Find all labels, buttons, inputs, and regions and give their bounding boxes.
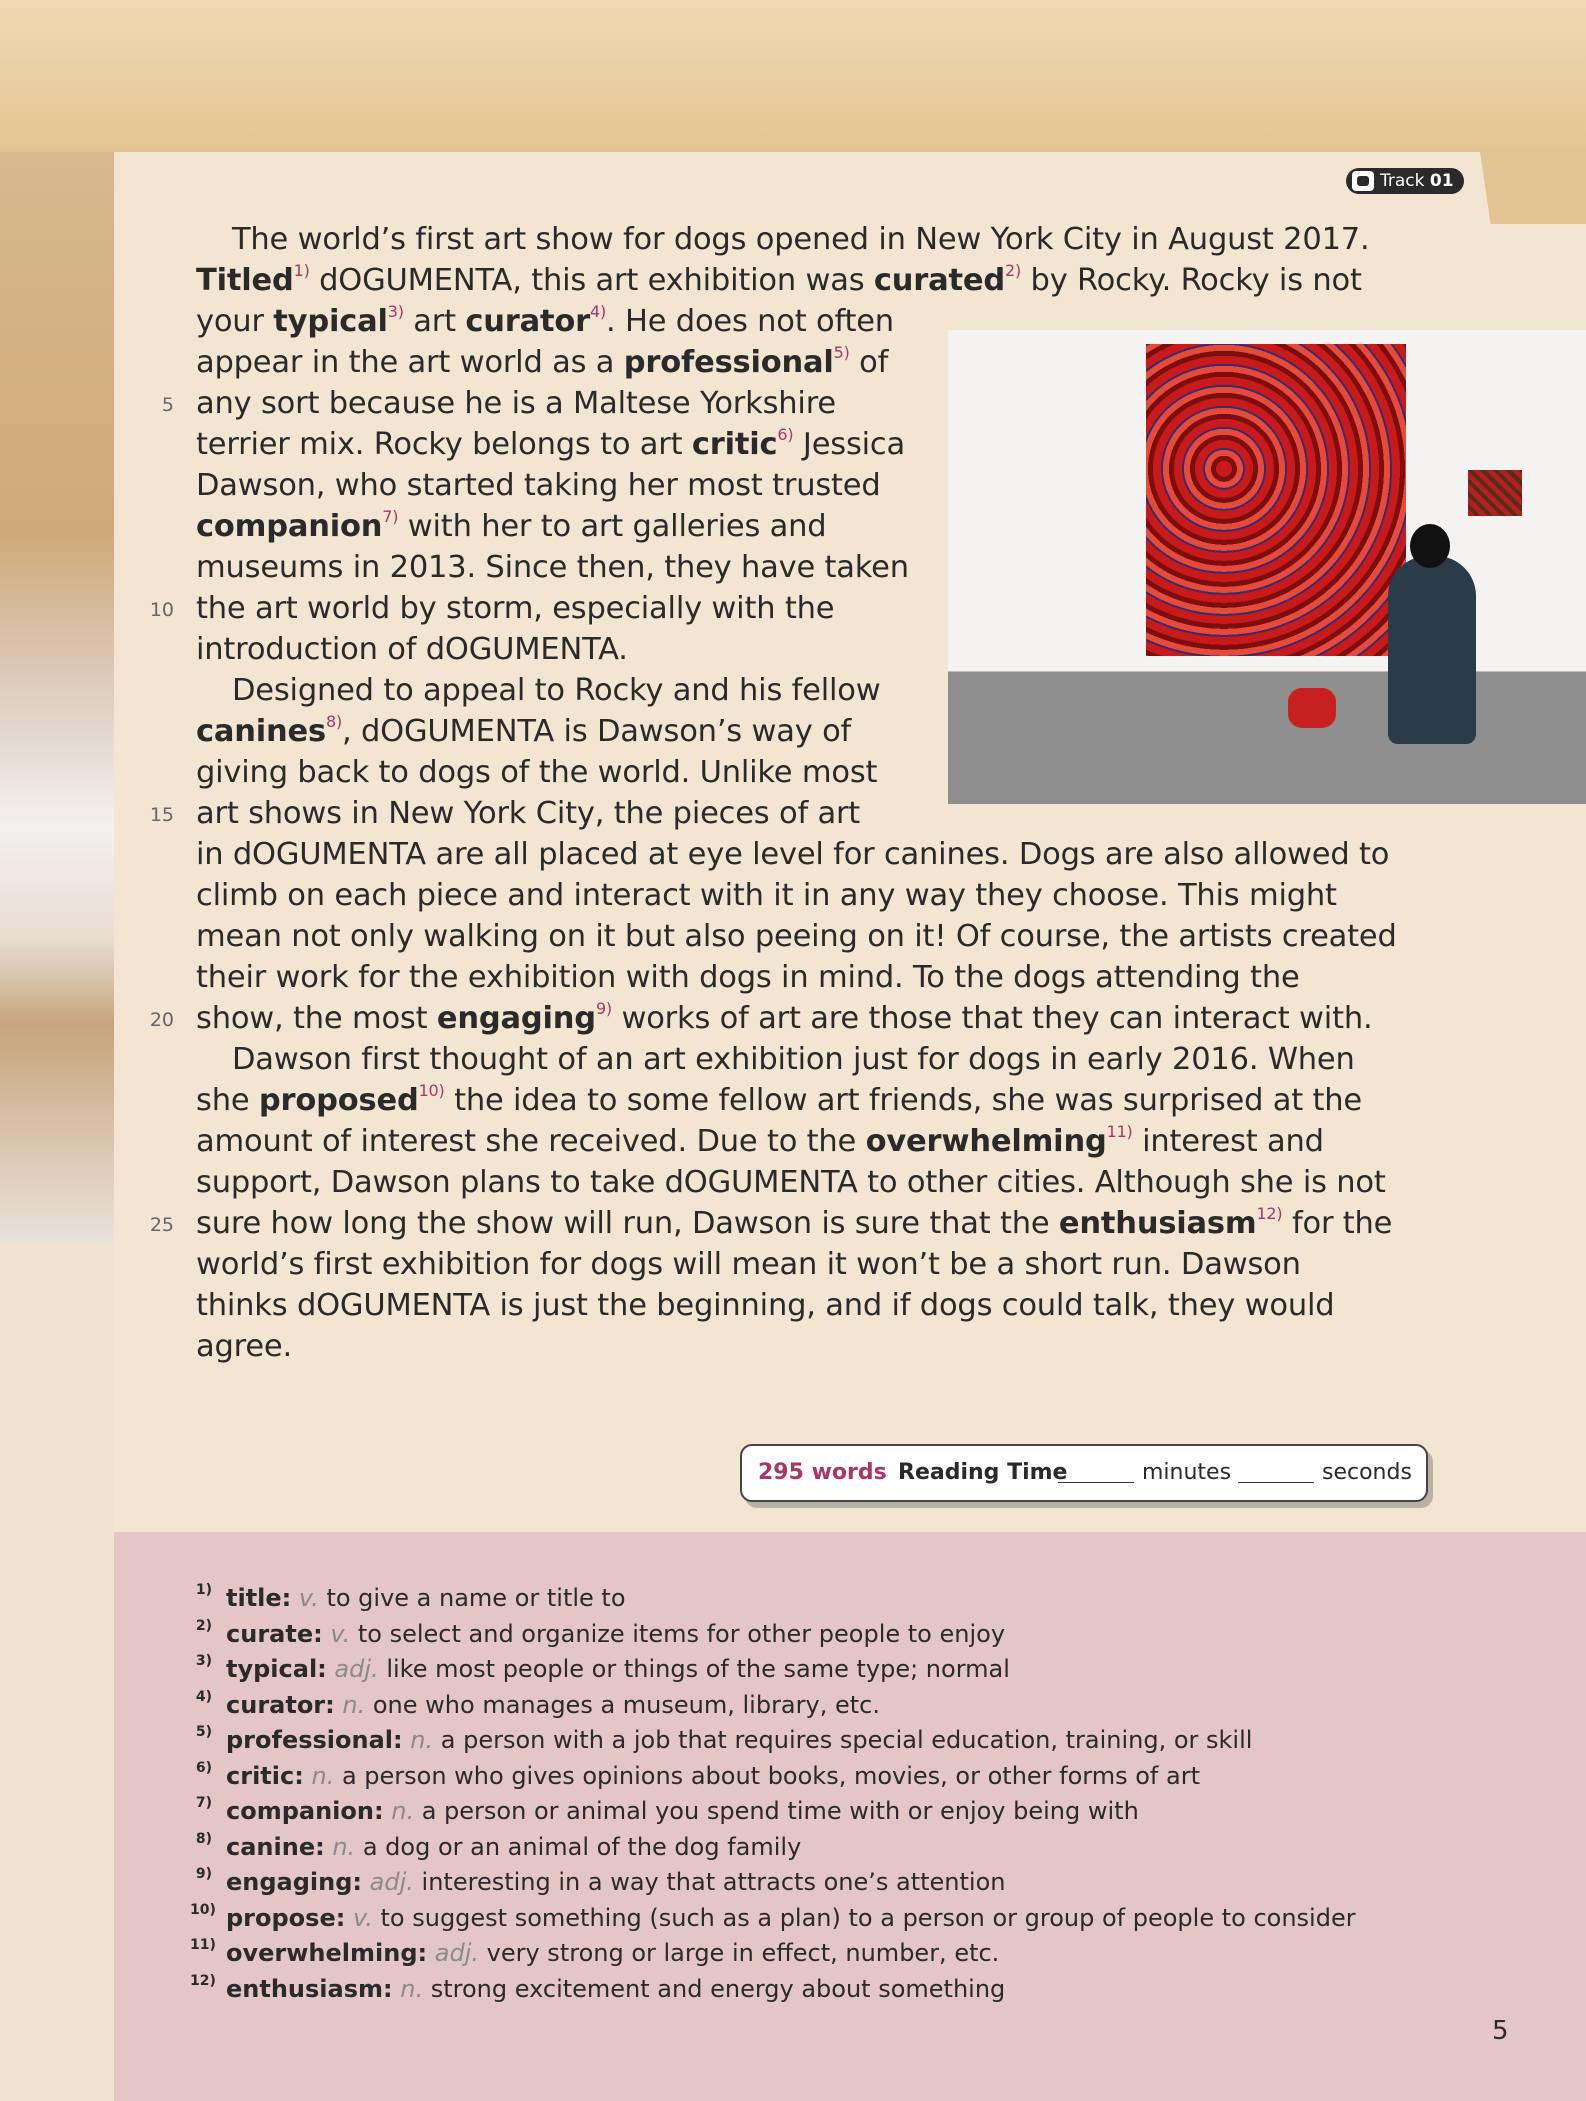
seconds-blank[interactable]	[1238, 1482, 1314, 1483]
reading-time-label: Reading Time	[898, 1460, 1068, 1485]
passage-line: your typical$^{3)}$ art curator$^{4)}$. He does not often	[196, 302, 894, 339]
line-number: 15	[149, 804, 174, 826]
glossary-text: propose: v. to suggest something (such as a plan) to a person or group of people to consider	[226, 1903, 1356, 1932]
glossary-number: 12)	[190, 1972, 216, 1989]
passage-line: agree.	[196, 1329, 292, 1364]
background-top	[0, 0, 1586, 152]
background-left-bottom	[0, 1244, 114, 2101]
glossary-text: title: v. to give a name or title to	[226, 1584, 626, 1612]
glossary-text: curator: n. one who manages a museum, library, etc.	[226, 1690, 880, 1719]
line-number: 25	[149, 1214, 174, 1236]
gallery-photo	[948, 330, 1586, 804]
glossary-number: 4)	[195, 1688, 212, 1705]
passage-line: museums in 2013. Since then, they have taken	[196, 550, 909, 585]
glossary-text: critic: n. a person who gives opinions about books, movies, or other forms of art	[226, 1761, 1200, 1790]
passage-line: companion$^{7)}$ with her to art galleries and	[196, 507, 827, 544]
passage-line: terrier mix. Rocky belongs to art critic$^{6)}$ Jessica	[196, 425, 905, 462]
passage-line: world’s first exhibition for dogs will mean it won’t be a short run. Dawson	[196, 1247, 1301, 1282]
glossary-number: 5)	[195, 1724, 212, 1740]
word-count: 295 words	[758, 1460, 887, 1485]
passage-line: appear in the art world as a professional$^{5)}$ of	[196, 343, 889, 380]
line-number: 20	[149, 1009, 174, 1031]
minutes-blank[interactable]	[1058, 1482, 1134, 1483]
passage-line: their work for the exhibition with dogs in mind. To the dogs attending the	[196, 960, 1300, 995]
glossary-number: 8)	[195, 1830, 212, 1847]
track-label: Track	[1380, 171, 1425, 191]
line-number: 10	[149, 599, 174, 621]
page-number: 5	[1492, 2016, 1509, 2046]
passage-line: giving back to dogs of the world. Unlike most	[196, 755, 878, 790]
minutes-label: minutes	[1142, 1460, 1232, 1485]
glossary-text: professional: n. a person with a job that requires special education, training, or skill	[226, 1726, 1253, 1754]
passage-line: thinks dOGUMENTA is just the beginning, and if dogs could talk, they would	[196, 1288, 1335, 1323]
glossary-number: 11)	[190, 1937, 216, 1953]
passage-line: Titled$^{1)}$ dOGUMENTA, this art exhibition was curated$^{2)}$ by Rocky. Rocky is not	[196, 261, 1362, 298]
passage-line: support, Dawson plans to take dOGUMENTA to other cities. Although she is not	[196, 1165, 1386, 1200]
glossary-number: 3)	[195, 1653, 212, 1669]
passage-line: Dawson first thought of an art exhibition just for dogs in early 2016. When	[232, 1042, 1355, 1077]
kneeling-woman	[1388, 556, 1476, 744]
background-left-photo	[0, 152, 114, 1244]
glossary-text: engaging: adj. interesting in a way that attracts one’s attention	[226, 1868, 1006, 1896]
track-number: 01	[1429, 171, 1454, 191]
line-number: 5	[161, 394, 174, 416]
passage-line: sure how long the show will run, Dawson is sure that the enthusiasm$^{12)}$ for the	[196, 1204, 1393, 1241]
glossary-text: typical: adj. like most people or things of the same type; normal	[226, 1655, 1010, 1683]
passage-line: introduction of dOGUMENTA.	[196, 632, 628, 667]
glossary-number: 6)	[195, 1759, 212, 1776]
passage-line: climb on each piece and interact with it in any way they choose. This might	[196, 878, 1337, 913]
passage-line: any sort because he is a Maltese Yorkshire	[196, 386, 836, 421]
passage-line: she proposed$^{10)}$ the idea to some fellow art friends, she was surprised at the	[196, 1081, 1362, 1118]
glossary-number: 10)	[190, 1901, 216, 1918]
passage-line: amount of interest she received. Due to the overwhelming$^{11)}$ interest and	[196, 1122, 1324, 1159]
glossary-number: 7)	[195, 1795, 212, 1811]
glossary-text: enthusiasm: n. strong excitement and energy about something	[226, 1974, 1006, 2003]
glossary-text: curate: v. to select and organize items for other people to enjoy	[226, 1619, 1006, 1648]
passage-line: canines$^{8)}$, dOGUMENTA is Dawson’s way of	[196, 712, 852, 749]
passage-line: in dOGUMENTA are all placed at eye level for canines. Dogs are also allowed to	[196, 837, 1390, 872]
reading-time-box	[740, 1444, 1428, 1502]
passage-line: art shows in New York City, the pieces of art	[196, 796, 861, 831]
glossary-number: 9)	[195, 1866, 212, 1882]
passage-line: the art world by storm, especially with the	[196, 591, 835, 626]
small-painting	[1468, 470, 1522, 516]
glossary-text: overwhelming: adj. very strong or large in effect, number, etc.	[226, 1939, 1000, 1967]
passage-line: show, the most engaging$^{9)}$ works of art are those that they can interact with.	[196, 999, 1373, 1036]
audio-track-icon	[1352, 171, 1374, 191]
passage-line: mean not only walking on it but also peeing on it! Of course, the artists created	[196, 919, 1397, 954]
seconds-label: seconds	[1322, 1460, 1412, 1485]
glossary-number: 2)	[195, 1617, 212, 1634]
dog-in-red-coat	[1288, 688, 1336, 728]
passage-line: Dawson, who started taking her most trusted	[196, 468, 881, 503]
passage-line: Designed to appeal to Rocky and his fellow	[232, 673, 881, 708]
page-corner	[1480, 152, 1586, 224]
glossary-text: companion: n. a person or animal you spend time with or enjoy being with	[226, 1797, 1139, 1825]
track-badge[interactable]	[1346, 168, 1464, 194]
glossary-text: canine: n. a dog or an animal of the dog family	[226, 1832, 802, 1861]
red-painting	[1146, 344, 1406, 656]
glossary-number: 1)	[195, 1582, 212, 1598]
passage-line: The world’s first art show for dogs opened in New York City in August 2017.	[232, 222, 1370, 257]
